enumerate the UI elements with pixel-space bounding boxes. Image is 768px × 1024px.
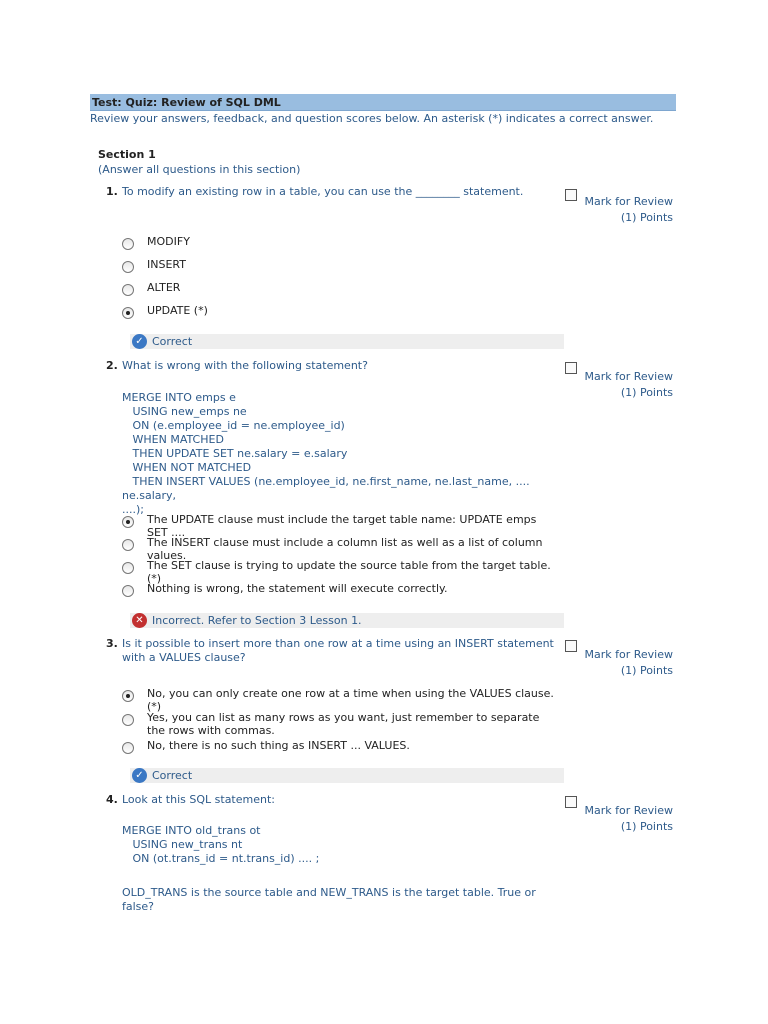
section-note: (Answer all questions in this section)	[98, 163, 301, 176]
feedback-bar	[130, 613, 564, 628]
x-icon: ✕	[132, 613, 147, 628]
question-text: What is wrong with the following statement?	[122, 359, 368, 372]
mark-for-review-label: Mark for Review	[584, 370, 673, 383]
mark-for-review-checkbox[interactable]	[565, 796, 577, 808]
section-title: Section 1	[98, 148, 156, 161]
radio-button[interactable]	[122, 742, 134, 754]
radio-button[interactable]	[122, 714, 134, 726]
mark-for-review	[585, 369, 674, 401]
option-label: MODIFY	[147, 235, 190, 248]
mark-for-review	[585, 647, 674, 679]
question-number: 1.	[106, 185, 118, 198]
mark-for-review-label: Mark for Review	[584, 648, 673, 661]
option-label: No, you can only create one row at a time when using the VALUES clause. (*)	[147, 687, 554, 713]
radio-button[interactable]	[122, 562, 134, 574]
feedback-text: Correct	[152, 335, 193, 348]
mark-for-review	[585, 194, 674, 226]
feedback-bar	[130, 768, 564, 783]
radio-button-selected[interactable]	[122, 307, 134, 319]
mark-for-review-label: Mark for Review	[584, 804, 673, 817]
question-text: Is it possible to insert more than one row at a time using an INSERT statement with a VALUES clause?	[122, 637, 554, 664]
option-label: The INSERT clause must include a column list as well as a list of column values.	[147, 536, 543, 562]
mark-for-review-checkbox[interactable]	[565, 640, 577, 652]
quiz-title: Test: Quiz: Review of SQL DML	[90, 94, 676, 111]
points-label: (1) Points	[620, 820, 673, 833]
radio-button[interactable]	[122, 238, 134, 250]
question-text: Look at this SQL statement:	[122, 793, 275, 806]
option-label: Yes, you can list as many rows as you want, just remember to separate the rows with commas.	[147, 711, 540, 737]
option-label: UPDATE (*)	[147, 304, 208, 317]
option-label: The UPDATE clause must include the target table name: UPDATE emps SET ....	[147, 513, 537, 539]
points-label: (1) Points	[620, 664, 673, 677]
radio-button[interactable]	[122, 539, 134, 551]
option-label: No, there is no such thing as INSERT ... VALUES.	[147, 739, 410, 752]
question-number: 3.	[106, 637, 118, 650]
option-label: ALTER	[147, 281, 181, 294]
mark-for-review-checkbox[interactable]	[565, 189, 577, 201]
mark-for-review-label: Mark for Review	[584, 195, 673, 208]
question-number: 2.	[106, 359, 118, 372]
feedback-bar	[130, 334, 564, 349]
radio-button[interactable]	[122, 284, 134, 296]
radio-button[interactable]	[122, 585, 134, 597]
check-icon: ✓	[132, 768, 147, 783]
radio-button-selected[interactable]	[122, 516, 134, 528]
option-label: The SET clause is trying to update the source table from the target table. (*)	[147, 559, 551, 585]
feedback-text: Incorrect. Refer to Section 3 Lesson 1.	[152, 614, 362, 627]
feedback-text: Correct	[152, 769, 193, 782]
points-label: (1) Points	[620, 386, 673, 399]
points-label: (1) Points	[620, 211, 673, 224]
sql-code-block: MERGE INTO emps e USING new_emps ne ON (e.employee_id = ne.employee_id) WHEN MATCHED THEN UPDATE SET ne.salary = e.salary WHEN NOT MATCHED THEN INSERT VALUES (ne.employee_id, ne.first_name, ne.last_name, .... ne.salary, ....);	[122, 391, 530, 516]
mark-for-review	[585, 803, 674, 835]
question-number: 4.	[106, 793, 118, 806]
question-text: To modify an existing row in a table, you can use the ________ statement.	[122, 185, 524, 198]
option-label: INSERT	[147, 258, 186, 271]
mark-for-review-checkbox[interactable]	[565, 362, 577, 374]
radio-button-selected[interactable]	[122, 690, 134, 702]
question-followup: OLD_TRANS is the source table and NEW_TRANS is the target table. True or false?	[122, 886, 536, 913]
sql-code-block: MERGE INTO old_trans ot USING new_trans nt ON (ot.trans_id = nt.trans_id) .... ;	[122, 824, 320, 865]
check-icon: ✓	[132, 334, 147, 349]
option-label: Nothing is wrong, the statement will execute correctly.	[147, 582, 448, 595]
quiz-instructions: Review your answers, feedback, and question scores below. An asterisk (*) indicates a correct answer.	[90, 112, 654, 125]
radio-button[interactable]	[122, 261, 134, 273]
